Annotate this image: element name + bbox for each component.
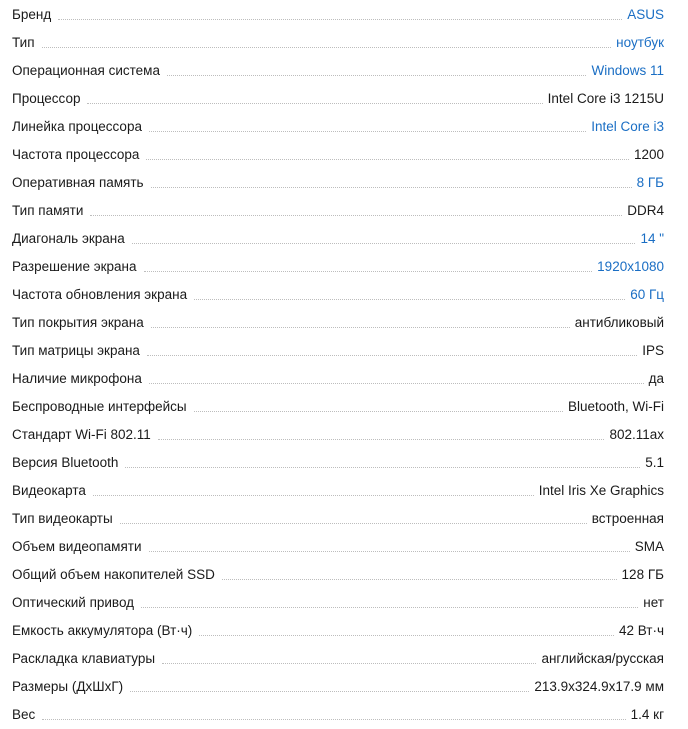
spec-row-ram (0, 168, 664, 192)
spec-value-link[interactable]: 60 Гц (630, 287, 664, 302)
spec-value: английская/русская (541, 651, 664, 666)
dotted-leader (167, 75, 587, 76)
dotted-leader (149, 383, 644, 384)
spec-row-type (0, 28, 664, 52)
spec-label: Тип покрытия экрана (12, 315, 144, 330)
spec-label: Тип матрицы экрана (12, 343, 140, 358)
dotted-leader (58, 19, 622, 20)
spec-value-link[interactable]: Windows 11 (591, 63, 664, 78)
spec-row-cpu-freq (0, 140, 664, 164)
dotted-leader (222, 579, 617, 580)
spec-value: 1.4 кг (630, 707, 664, 722)
spec-value: 42 Вт·ч (618, 623, 664, 638)
dotted-leader (87, 103, 542, 104)
spec-value-link[interactable]: ASUS (627, 7, 664, 22)
dotted-leader (141, 607, 638, 608)
spec-label: Оперативная память (12, 175, 144, 190)
spec-row-keyboard (0, 644, 664, 668)
spec-row-wifi-standard (0, 420, 664, 444)
spec-row-ssd (0, 560, 664, 584)
spec-row-gpu-type (0, 504, 664, 528)
spec-label: Частота обновления экрана (12, 287, 188, 302)
spec-value: Bluetooth, Wi-Fi (567, 399, 664, 414)
spec-label: Оптический привод (12, 595, 135, 610)
dotted-leader (90, 215, 622, 216)
spec-value: да (648, 371, 664, 386)
spec-value: антибликовый (574, 315, 664, 330)
dotted-leader (194, 299, 625, 300)
dotted-leader (146, 159, 629, 160)
spec-row-bluetooth (0, 448, 664, 472)
spec-label: Общий объем накопителей SSD (12, 567, 215, 582)
spec-label: Объем видеопамяти (12, 539, 142, 554)
dotted-leader (199, 635, 614, 636)
spec-row-os (0, 56, 664, 80)
spec-label: Операционная система (12, 63, 160, 78)
spec-value: DDR4 (627, 203, 664, 218)
spec-label: Частота процессора (12, 147, 140, 162)
spec-label: Диагональ экрана (12, 231, 125, 246)
spec-label: Емкость аккумулятора (Вт·ч) (12, 623, 193, 638)
spec-row-brand (0, 0, 664, 24)
dotted-leader (149, 131, 586, 132)
spec-label: Версия Bluetooth (12, 455, 119, 470)
spec-label: Тип памяти (12, 203, 84, 218)
spec-label: Раскладка клавиатуры (12, 651, 156, 666)
spec-label: Беспроводные интерфейсы (12, 399, 187, 414)
spec-row-diagonal (0, 224, 664, 248)
spec-row-ram-type (0, 196, 664, 220)
spec-row-microphone (0, 364, 664, 388)
spec-value-link[interactable]: 14 " (640, 231, 664, 246)
spec-row-vram (0, 532, 664, 556)
spec-row-battery (0, 616, 664, 640)
spec-row-wireless (0, 392, 664, 416)
dotted-leader (151, 327, 570, 328)
spec-value-link[interactable]: ноутбук (616, 35, 664, 50)
spec-label: Стандарт Wi-Fi 802.11 (12, 427, 151, 442)
spec-label: Тип видеокарты (12, 511, 113, 526)
dotted-leader (151, 187, 632, 188)
spec-label: Тип (12, 35, 35, 50)
spec-value: встроенная (591, 511, 664, 526)
spec-value: 5.1 (645, 455, 664, 470)
spec-label: Наличие микрофона (12, 371, 142, 386)
spec-value-link[interactable]: 1920x1080 (597, 259, 664, 274)
spec-value: 802.11ax (609, 427, 664, 442)
dotted-leader (149, 551, 630, 552)
spec-row-coating (0, 308, 664, 332)
dotted-leader (42, 719, 625, 720)
spec-row-weight (0, 700, 664, 724)
spec-row-matrix (0, 336, 664, 360)
spec-row-cpu-line (0, 112, 664, 136)
spec-row-resolution (0, 252, 664, 276)
spec-value: 213.9x324.9x17.9 мм (534, 679, 664, 694)
spec-row-gpu (0, 476, 664, 500)
dotted-leader (42, 47, 612, 48)
dotted-leader (130, 691, 529, 692)
dotted-leader (147, 355, 637, 356)
spec-row-refresh-rate (0, 280, 664, 304)
spec-label: Видеокарта (12, 483, 86, 498)
dotted-leader (125, 467, 640, 468)
spec-value-link[interactable]: 8 ГБ (636, 175, 664, 190)
spec-row-optical-drive (0, 588, 664, 612)
spec-label: Вес (12, 707, 36, 722)
spec-row-dimensions (0, 672, 664, 696)
dotted-leader (120, 523, 587, 524)
dotted-leader (158, 439, 605, 440)
spec-value: Intel Iris Xe Graphics (538, 483, 664, 498)
dotted-leader (132, 243, 636, 244)
spec-value: SMA (634, 539, 664, 554)
spec-label: Процессор (12, 91, 81, 106)
dotted-leader (194, 411, 563, 412)
spec-value: 1200 (633, 147, 664, 162)
spec-value: нет (643, 595, 664, 610)
spec-row-cpu (0, 84, 664, 108)
dotted-leader (144, 271, 593, 272)
spec-label: Линейка процессора (12, 119, 142, 134)
spec-value: IPS (642, 343, 664, 358)
spec-value: Intel Core i3 1215U (547, 91, 664, 106)
spec-value: 128 ГБ (621, 567, 664, 582)
spec-label: Разрешение экрана (12, 259, 137, 274)
dotted-leader (162, 663, 536, 664)
spec-label: Бренд (12, 7, 52, 22)
spec-value-link[interactable]: Intel Core i3 (591, 119, 664, 134)
spec-label: Размеры (ДхШхГ) (12, 679, 124, 694)
dotted-leader (93, 495, 534, 496)
